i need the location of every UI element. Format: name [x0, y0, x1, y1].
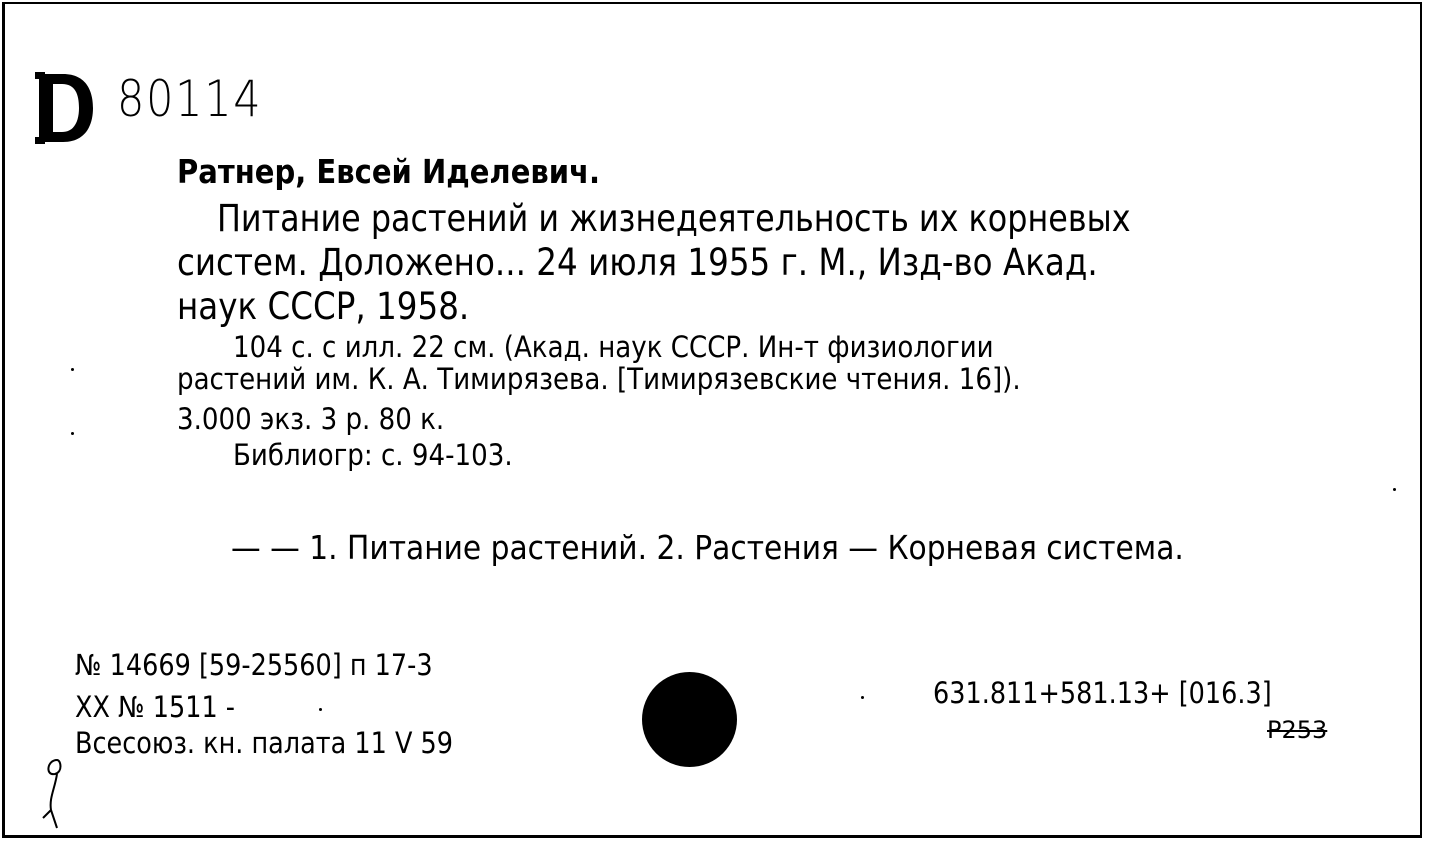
handwritten-mark	[35, 754, 75, 834]
footer-chamber-date: Всесоюз. кн. палата 11 V 59	[75, 726, 454, 760]
handwritten-mark-glyph	[35, 754, 75, 834]
catalog-card	[2, 2, 1422, 838]
collation-line-1: 104 с. с илл. 22 см. (Акад. наук СССР. Ин-т физиологии	[233, 330, 994, 364]
cutter-number: Р253	[1267, 716, 1328, 744]
title-line-2: систем. Доложено... 24 июля 1955 г. М., Изд-во Акад.	[177, 241, 1098, 284]
speck-2	[71, 432, 74, 435]
speck-1	[71, 368, 74, 371]
subject-headings: — — 1. Питание растений. 2. Растения — Корневая система.	[231, 528, 1184, 567]
speck-3	[1393, 488, 1396, 491]
footer-record-number: № 14669 [59-25560] п 17-3	[75, 648, 433, 682]
punch-hole	[642, 672, 737, 767]
speck-4	[319, 708, 322, 711]
collation-line-2: растений им. К. А. Тимирязева. [Тимирязевские чтения. 16]).	[177, 362, 1021, 396]
handwritten-accession-number: 80114	[117, 70, 263, 128]
title-line-1: Питание растений и жизнедеятельность их корневых	[217, 197, 1131, 240]
speck-5	[861, 696, 864, 699]
classification-number: 631.811+581.13+ [016.3]	[933, 676, 1272, 710]
collation-line-3: 3.000 экз. 3 р. 80 к.	[177, 402, 445, 436]
footer-series-number: XX № 1511 -	[75, 690, 236, 724]
bibliography-note: Библиогр: с. 94-103.	[233, 438, 513, 472]
stamp-letter-d	[35, 70, 95, 146]
author-heading: Ратнер, Евсей Иделевич.	[177, 152, 601, 191]
title-line-3: наук СССР, 1958.	[177, 285, 470, 328]
